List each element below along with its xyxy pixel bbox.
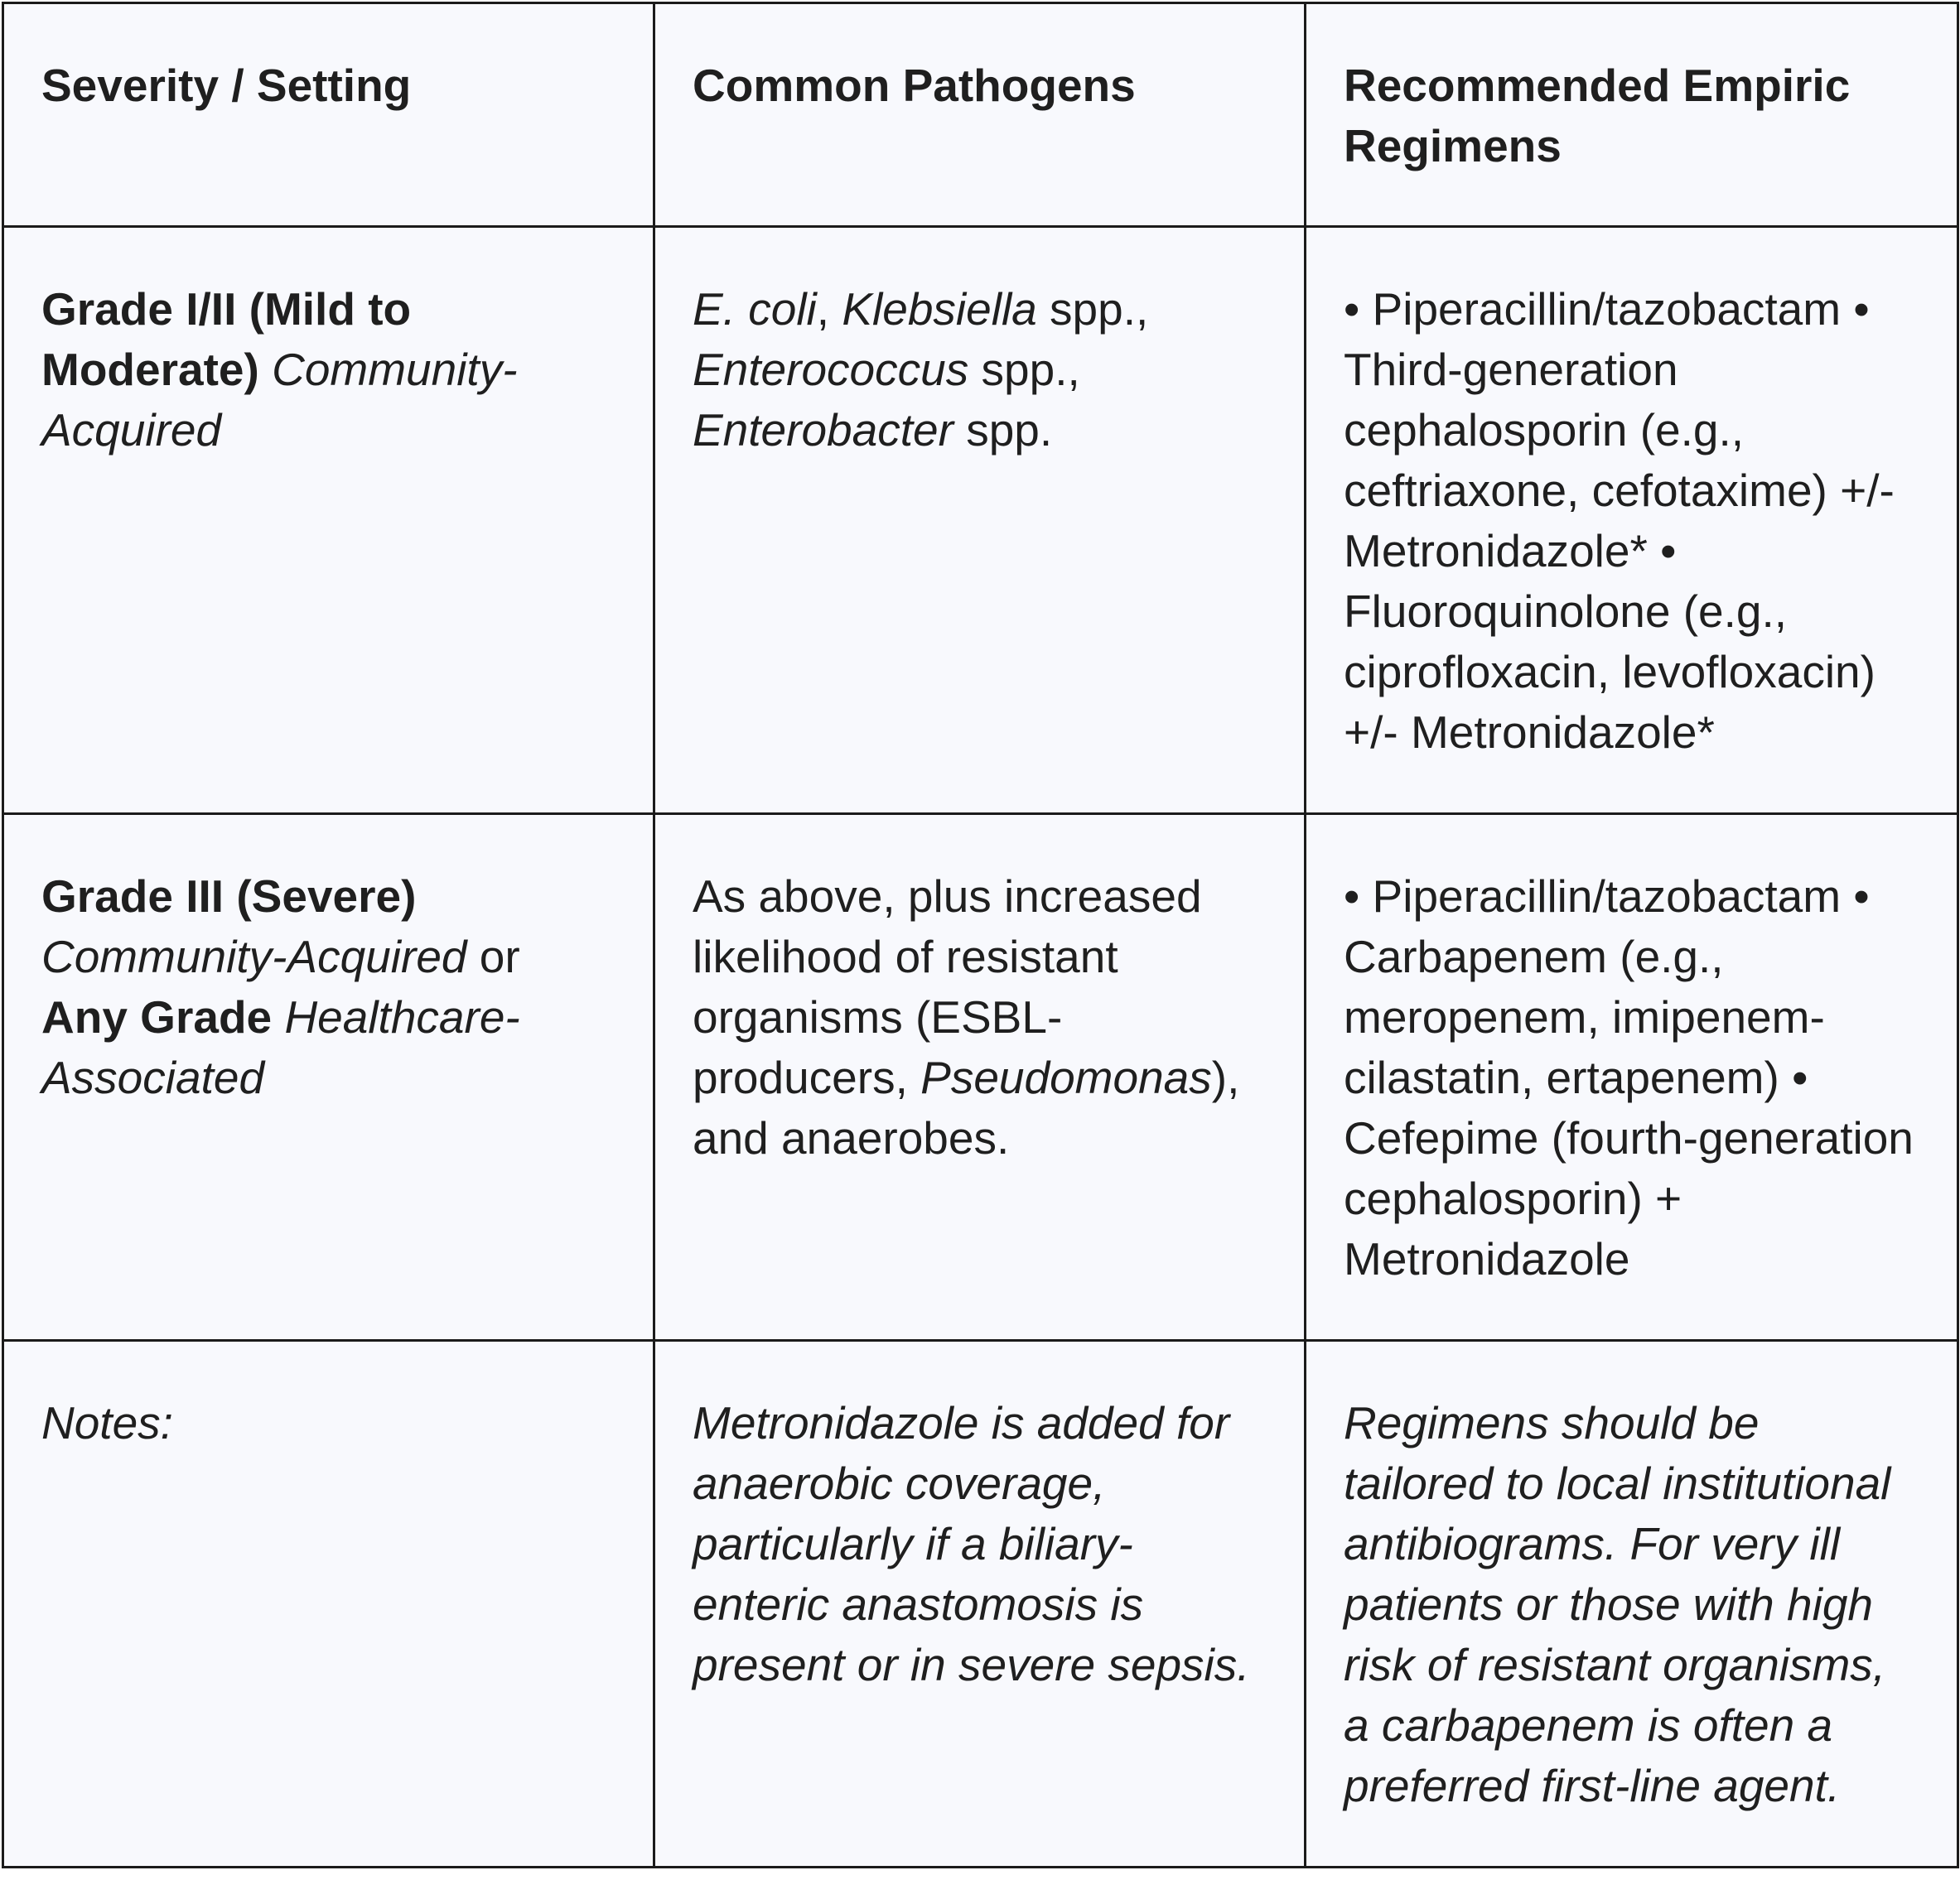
severity-grade-label: Grade I/II (Mild to Moderate) bbox=[41, 283, 412, 395]
pathogen-name: Enterococcus bbox=[693, 344, 969, 395]
pathogen-separator: , bbox=[816, 283, 842, 335]
header-common-pathogens: Common Pathogens bbox=[654, 3, 1306, 227]
table-row bbox=[3, 227, 1958, 814]
regimens-cell-grade-3: • Piperacillin/tazobactam • Carbapenem (e.g., meropenem, imipenem-cilastatin, ertapenem) • Cefepime (fourth-generation cephalosporin) + Metronidazole bbox=[1306, 814, 1958, 1341]
pathogen-name: Enterobacter bbox=[693, 404, 953, 456]
metronidazole-note-cell: Metronidazole is added for anaerobic coverage, particularly if a biliary-enteric anastomosis is present or in severe sepsis. bbox=[654, 1341, 1306, 1868]
pathogen-separator: spp. bbox=[953, 404, 1053, 456]
severity-grade-label: Any Grade bbox=[41, 991, 273, 1043]
pathogen-name: Klebsiella bbox=[842, 283, 1037, 335]
severity-grade-label: Grade III (Severe) bbox=[41, 870, 417, 922]
severity-cell-grade-1-2 bbox=[3, 227, 654, 814]
pathogen-separator: spp., bbox=[1036, 283, 1149, 335]
table-row bbox=[3, 1341, 1958, 1868]
pathogens-text: ), and anaerobes. bbox=[693, 1052, 1240, 1164]
regimen-note-cell: Regimens should be tailored to local institutional antibiograms. For very ill patients or those with high risk of resistant organisms, a carbapenem is often a preferred first-line agent. bbox=[1306, 1341, 1958, 1868]
table-row bbox=[3, 814, 1958, 1341]
severity-setting-label: Healthcare-Associated bbox=[41, 991, 520, 1103]
severity-setting-label: Community-Acquired bbox=[41, 344, 518, 456]
empiric-regimens-table bbox=[2, 2, 1959, 1868]
severity-cell-grade-3 bbox=[3, 814, 654, 1341]
pathogen-separator: spp., bbox=[968, 344, 1080, 395]
header-severity-setting: Severity / Setting bbox=[3, 3, 654, 227]
pathogens-cell-grade-1-2 bbox=[654, 227, 1306, 814]
pathogens-cell-grade-3 bbox=[654, 814, 1306, 1341]
pathogen-name: E. coli bbox=[693, 283, 817, 335]
pathogens-text: As above, plus increased likelihood of resistant organisms (ESBL-producers, bbox=[693, 870, 1202, 1103]
severity-setting-label: Community-Acquired bbox=[41, 931, 467, 982]
pathogen-name: Pseudomonas bbox=[920, 1052, 1212, 1103]
notes-label-cell: Notes: bbox=[3, 1341, 654, 1868]
table-header-row bbox=[3, 3, 1958, 227]
header-recommended-regimens: Recommended Empiric Regimens bbox=[1306, 3, 1958, 227]
severity-or-text: or bbox=[466, 931, 520, 982]
regimens-cell-grade-1-2: • Piperacillin/tazobactam • Third-generation cephalosporin (e.g., ceftriaxone, cefotaxime) +/- Metronidazole* • Fluoroquinolone (e.g., ciprofloxacin, levofloxacin) +/- Metronidazole* bbox=[1306, 227, 1958, 814]
